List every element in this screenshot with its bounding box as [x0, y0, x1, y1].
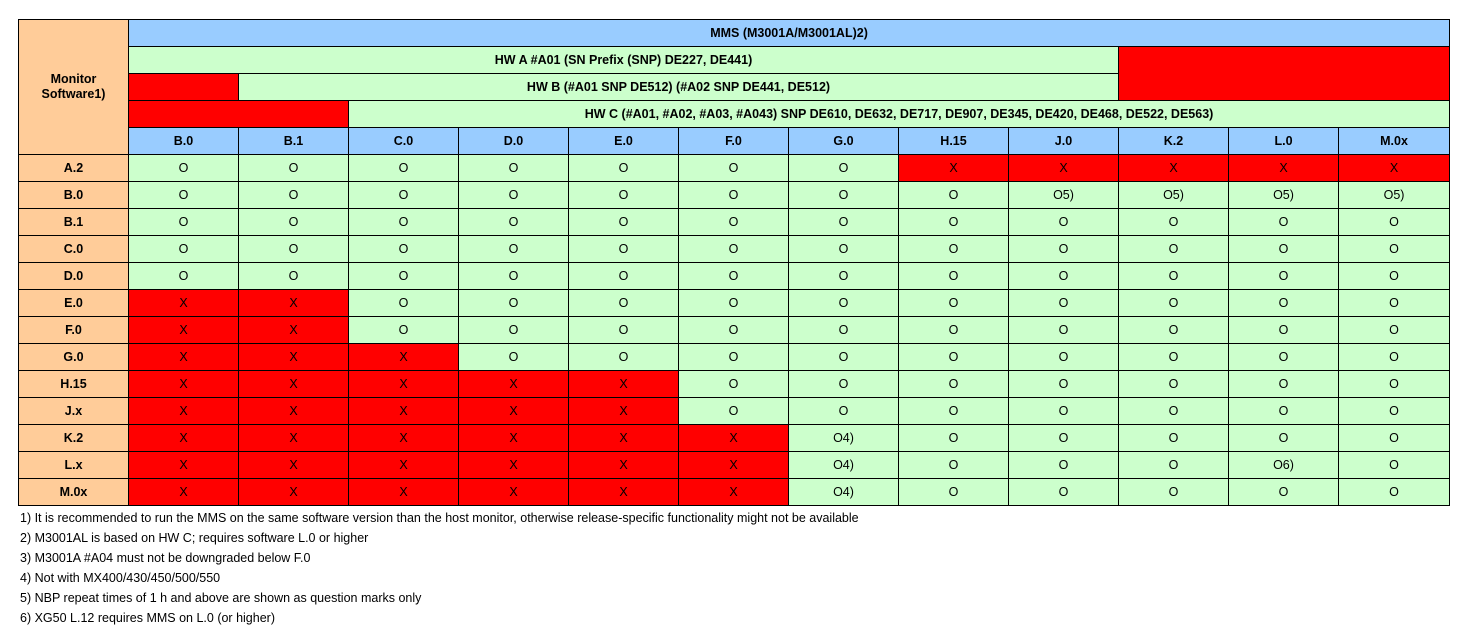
footnote: 4) Not with MX400/430/450/500/550: [20, 571, 221, 585]
compat-cell: O: [349, 209, 459, 236]
compat-cell: O: [899, 425, 1009, 452]
compat-cell: O: [789, 182, 899, 209]
compat-cell: X: [239, 479, 349, 506]
compat-cell: O: [899, 479, 1009, 506]
compat-cell: O: [1119, 209, 1229, 236]
compat-cell: O: [1339, 344, 1450, 371]
compat-cell: O: [459, 236, 569, 263]
compatibility-table: [18, 19, 1450, 506]
compat-cell: O: [1009, 263, 1119, 290]
compat-cell: O: [679, 209, 789, 236]
compat-cell: X: [459, 452, 569, 479]
compat-cell: O: [789, 317, 899, 344]
compat-cell: O: [1339, 398, 1450, 425]
row-label: A.2: [19, 155, 129, 182]
column-header: M.0x: [1339, 128, 1450, 155]
table-row: [19, 317, 1450, 344]
compat-cell: O: [569, 290, 679, 317]
row-label: B.1: [19, 209, 129, 236]
compat-cell: O: [129, 155, 239, 182]
table-row: [19, 371, 1450, 398]
compat-cell: X: [129, 317, 239, 344]
compat-cell: X: [349, 425, 459, 452]
compat-cell: X: [459, 398, 569, 425]
compat-cell: X: [569, 425, 679, 452]
compat-cell: O: [349, 317, 459, 344]
row-label: D.0: [19, 263, 129, 290]
compat-cell: X: [569, 398, 679, 425]
compat-cell: X: [239, 398, 349, 425]
compat-cell: O: [679, 317, 789, 344]
compat-cell: O: [1339, 317, 1450, 344]
compat-cell: O5): [1009, 182, 1119, 209]
compat-cell: O: [239, 155, 349, 182]
compat-cell: O: [349, 182, 459, 209]
compat-cell: O4): [789, 452, 899, 479]
table-row: [19, 425, 1450, 452]
column-header: C.0: [349, 128, 459, 155]
compat-cell: O: [679, 344, 789, 371]
compat-cell: X: [349, 479, 459, 506]
compat-cell: O: [349, 236, 459, 263]
compat-cell: O: [789, 155, 899, 182]
compat-cell: O: [1009, 371, 1119, 398]
compat-cell: O: [1009, 236, 1119, 263]
compat-cell: O5): [1229, 182, 1339, 209]
column-header: H.15: [899, 128, 1009, 155]
compat-cell: O: [569, 209, 679, 236]
column-header: B.1: [239, 128, 349, 155]
compat-cell: O: [1009, 344, 1119, 371]
compat-cell: O: [129, 236, 239, 263]
table-row: [19, 155, 1450, 182]
compat-cell: O: [1339, 290, 1450, 317]
compat-cell: O: [349, 290, 459, 317]
compat-cell: O4): [789, 479, 899, 506]
compat-cell: O: [1009, 479, 1119, 506]
table-row: [19, 452, 1450, 479]
compat-cell: O: [679, 236, 789, 263]
compat-cell: O: [1229, 236, 1339, 263]
compat-cell: O: [899, 182, 1009, 209]
column-header: B.0: [129, 128, 239, 155]
column-header: G.0: [789, 128, 899, 155]
row-label: E.0: [19, 290, 129, 317]
row-label: K.2: [19, 425, 129, 452]
compat-cell: X: [239, 317, 349, 344]
table-row: [19, 182, 1450, 209]
compat-cell: O: [679, 263, 789, 290]
compat-cell: X: [349, 452, 459, 479]
compat-cell: O: [459, 209, 569, 236]
compat-cell: O: [899, 452, 1009, 479]
table-row: [19, 344, 1450, 371]
footnote: 1) It is recommended to run the MMS on the same software version than the host monitor, otherwise release-specific functionality might not be available: [20, 511, 859, 525]
compat-cell: O: [349, 263, 459, 290]
compat-cell: X: [129, 371, 239, 398]
compat-cell: O: [569, 236, 679, 263]
compat-cell: X: [569, 371, 679, 398]
compat-cell: O: [129, 209, 239, 236]
compat-cell: X: [239, 344, 349, 371]
compat-cell: O: [1009, 398, 1119, 425]
footnote: 3) M3001A #A04 must not be downgraded below F.0: [20, 551, 311, 565]
compat-cell: O: [569, 263, 679, 290]
compat-cell: O: [679, 398, 789, 425]
compat-cell: O: [1119, 452, 1229, 479]
compat-cell: O: [899, 236, 1009, 263]
table-row: [19, 479, 1450, 506]
row-label: L.x: [19, 452, 129, 479]
compat-cell: O: [569, 344, 679, 371]
footnote: 2) M3001AL is based on HW C; requires software L.0 or higher: [20, 531, 369, 545]
table-row: [19, 290, 1450, 317]
compat-cell: O: [459, 290, 569, 317]
compat-cell: O: [459, 182, 569, 209]
compat-cell: X: [129, 344, 239, 371]
compat-cell: X: [1339, 155, 1450, 182]
compat-cell: X: [349, 371, 459, 398]
compat-cell: O: [899, 371, 1009, 398]
compat-cell: O: [459, 344, 569, 371]
compat-cell: O: [1339, 209, 1450, 236]
compat-cell: O: [569, 317, 679, 344]
compat-cell: O: [789, 290, 899, 317]
compat-cell: O: [1119, 290, 1229, 317]
compat-cell: X: [1229, 155, 1339, 182]
compat-cell: O: [789, 209, 899, 236]
hw-c-unavailable: [129, 101, 349, 128]
compat-cell: O: [1009, 209, 1119, 236]
compat-cell: O: [789, 371, 899, 398]
compat-cell: O: [1009, 452, 1119, 479]
compat-cell: O: [1009, 425, 1119, 452]
compat-cell: O: [899, 344, 1009, 371]
compat-cell: O: [239, 182, 349, 209]
compat-cell: X: [679, 479, 789, 506]
compat-cell: O: [1339, 452, 1450, 479]
compat-cell: X: [459, 479, 569, 506]
compat-cell: O: [1229, 479, 1339, 506]
compat-cell: X: [239, 290, 349, 317]
compat-cell: O: [1119, 344, 1229, 371]
compat-cell: O: [1229, 371, 1339, 398]
compat-cell: O5): [1119, 182, 1229, 209]
hw-a-header: HW A #A01 (SN Prefix (SNP) DE227, DE441): [129, 47, 1119, 74]
compat-cell: X: [349, 344, 459, 371]
row-label: G.0: [19, 344, 129, 371]
compat-cell: O: [679, 371, 789, 398]
compat-cell: O: [1009, 317, 1119, 344]
footnote: 5) NBP repeat times of 1 h and above are shown as question marks only: [20, 591, 422, 605]
hw-b-unavailable: [129, 74, 239, 101]
compat-cell: X: [239, 425, 349, 452]
compatibility-table-container: [18, 19, 1449, 506]
compat-cell: O: [1339, 371, 1450, 398]
compat-cell: X: [239, 452, 349, 479]
compat-cell: O: [129, 182, 239, 209]
compat-cell: X: [129, 452, 239, 479]
column-header: J.0: [1009, 128, 1119, 155]
column-header: K.2: [1119, 128, 1229, 155]
compat-cell: O: [1229, 263, 1339, 290]
compat-cell: O: [899, 290, 1009, 317]
footnote: 6) XG50 L.12 requires MMS on L.0 (or higher): [20, 611, 275, 625]
column-header: L.0: [1229, 128, 1339, 155]
compat-cell: O6): [1229, 452, 1339, 479]
table-row: [19, 398, 1450, 425]
compat-cell: O: [1229, 209, 1339, 236]
compat-cell: X: [569, 479, 679, 506]
compat-cell: O: [1229, 290, 1339, 317]
table-row: [19, 236, 1450, 263]
compat-cell: O: [679, 182, 789, 209]
compat-cell: X: [349, 398, 459, 425]
compat-cell: O: [1229, 317, 1339, 344]
compat-cell: O: [1119, 398, 1229, 425]
compat-cell: O: [1119, 236, 1229, 263]
compat-cell: X: [239, 371, 349, 398]
compat-cell: X: [459, 425, 569, 452]
compat-cell: O: [789, 344, 899, 371]
compat-cell: O: [239, 209, 349, 236]
table-row: [19, 209, 1450, 236]
version-header-row: [19, 128, 1450, 155]
compat-cell: O: [1009, 290, 1119, 317]
hw-a-b-unavailable: [1119, 47, 1450, 101]
compat-cell: O: [899, 209, 1009, 236]
row-label: M.0x: [19, 479, 129, 506]
compat-cell: O: [899, 317, 1009, 344]
column-header: F.0: [679, 128, 789, 155]
compat-cell: O: [679, 290, 789, 317]
compat-cell: O: [899, 263, 1009, 290]
compat-cell: X: [679, 452, 789, 479]
compat-cell: O: [1119, 263, 1229, 290]
compat-cell: O: [789, 236, 899, 263]
compat-cell: O: [1119, 317, 1229, 344]
row-label: J.x: [19, 398, 129, 425]
compat-cell: O: [789, 398, 899, 425]
compat-cell: O: [569, 182, 679, 209]
compat-cell: O: [1339, 425, 1450, 452]
compat-cell: O: [789, 263, 899, 290]
compat-cell: X: [1009, 155, 1119, 182]
mms-header: MMS (M3001A/M3001AL)2): [129, 20, 1450, 47]
row-label: B.0: [19, 182, 129, 209]
compat-cell: O: [459, 317, 569, 344]
compat-cell: O: [679, 155, 789, 182]
row-label: H.15: [19, 371, 129, 398]
compat-cell: O: [459, 263, 569, 290]
compat-cell: X: [459, 371, 569, 398]
compat-cell: X: [129, 398, 239, 425]
compat-cell: O: [1339, 479, 1450, 506]
row-label: F.0: [19, 317, 129, 344]
hw-b-header: HW B (#A01 SNP DE512) (#A02 SNP DE441, DE512): [239, 74, 1119, 101]
compat-cell: O: [1229, 344, 1339, 371]
compat-cell: O: [349, 155, 459, 182]
compat-cell: O5): [1339, 182, 1450, 209]
compat-cell: O: [129, 263, 239, 290]
column-header: E.0: [569, 128, 679, 155]
compat-cell: X: [569, 452, 679, 479]
compat-cell: O: [1339, 236, 1450, 263]
footnotes: [20, 508, 1440, 628]
compat-cell: O: [239, 263, 349, 290]
compat-cell: O: [569, 155, 679, 182]
compat-cell: O: [239, 236, 349, 263]
compat-cell: X: [899, 155, 1009, 182]
column-header: D.0: [459, 128, 569, 155]
compat-cell: O: [1119, 479, 1229, 506]
compat-cell: O4): [789, 425, 899, 452]
compat-cell: O: [899, 398, 1009, 425]
compat-cell: X: [129, 425, 239, 452]
compat-cell: X: [129, 479, 239, 506]
compat-cell: O: [1229, 425, 1339, 452]
compat-cell: X: [1119, 155, 1229, 182]
compat-cell: O: [1119, 371, 1229, 398]
compat-cell: O: [1119, 425, 1229, 452]
compat-cell: O: [1229, 398, 1339, 425]
compat-cell: O: [459, 155, 569, 182]
table-row: [19, 263, 1450, 290]
compat-cell: X: [129, 290, 239, 317]
row-label: C.0: [19, 236, 129, 263]
compat-cell: X: [679, 425, 789, 452]
compat-cell: O: [1339, 263, 1450, 290]
hw-c-header: HW C (#A01, #A02, #A03, #A043) SNP DE610, DE632, DE717, DE907, DE345, DE420, DE468, DE522, DE563): [349, 101, 1450, 128]
corner-label: Monitor Software1): [19, 20, 129, 155]
